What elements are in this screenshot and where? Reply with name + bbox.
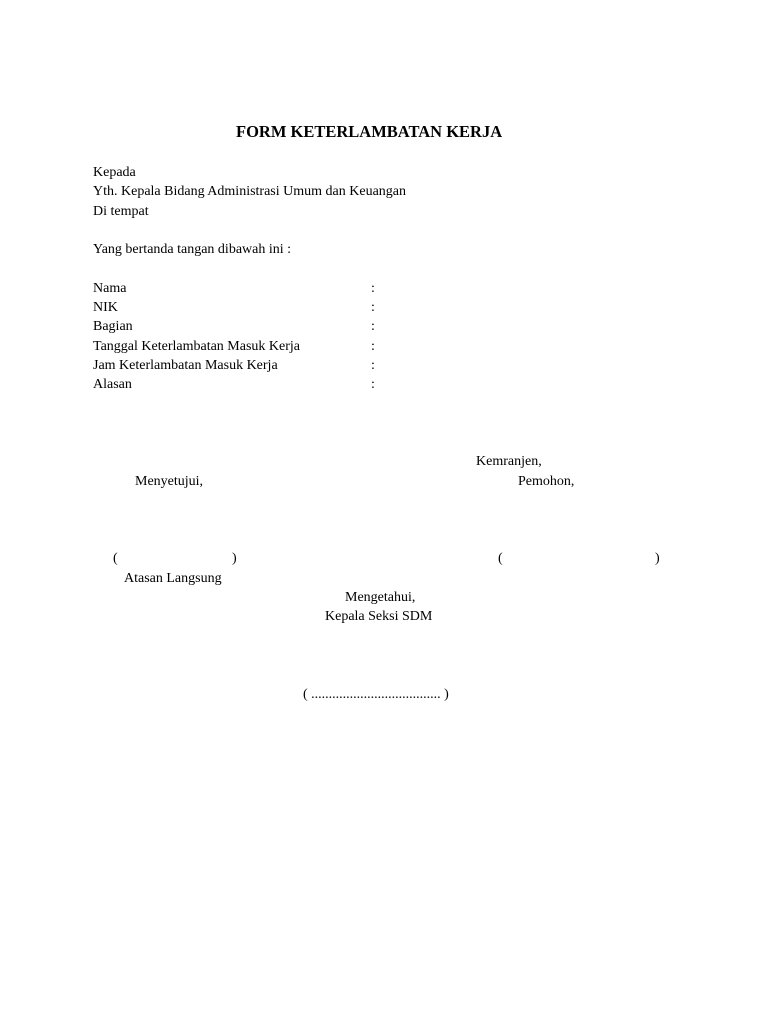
hr-signature-line: ( ..................................... ) [303,687,449,702]
acknowledge-label: Mengetahui, [345,590,416,605]
supervisor-signature-open: ( [113,551,118,566]
place-label: Kemranjen, [476,454,542,469]
approve-label: Menyetujui, [135,474,204,489]
recipient-line-3: Di tempat [93,204,149,219]
field-label-bagian: Bagian [93,319,133,334]
field-label-nik: NIK [93,300,118,315]
applicant-signature-open: ( [498,551,503,566]
field-label-tanggal: Tanggal Keterlambatan Masuk Kerja [93,339,300,354]
intro-text: Yang bertanda tangan dibawah ini : [93,242,292,257]
field-separator: : [371,281,375,296]
field-label-alasan: Alasan [93,377,132,392]
applicant-label: Pemohon, [518,474,575,489]
supervisor-title: Atasan Langsung [124,571,222,586]
supervisor-signature-close: ) [232,551,237,566]
hr-title: Kepala Seksi SDM [325,609,433,624]
field-separator: : [371,377,375,392]
field-separator: : [371,319,375,334]
field-separator: : [371,300,375,315]
recipient-line-1: Kepada [93,165,136,180]
recipient-line-2: Yth. Kepala Bidang Administrasi Umum dan Keuangan [93,184,406,199]
field-label-nama: Nama [93,281,127,296]
field-separator: : [371,358,375,373]
applicant-signature-close: ) [655,551,660,566]
form-title: FORM KETERLAMBATAN KERJA [236,122,503,141]
field-separator: : [371,339,375,354]
field-label-jam: Jam Keterlambatan Masuk Kerja [93,358,278,373]
